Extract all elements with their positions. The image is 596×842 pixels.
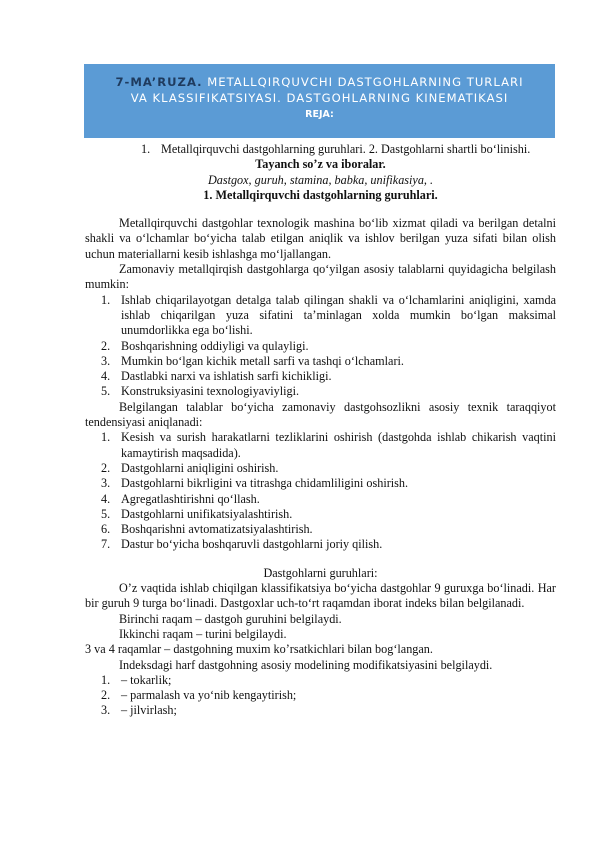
paragraph: Ikkinchi raqam – turini belgilaydi.: [119, 626, 287, 641]
paragraph: 3 va 4 raqamlar – dastgohning muxim ko’rsatkichlari bilan bog‘langan.: [85, 642, 433, 657]
list-text: Mumkin bo‘lgan kichik metall sarfi va tashqi o‘lchamlari.: [121, 353, 404, 368]
requirement-item: [85, 293, 556, 339]
paragraph: Indeksdagi harf dastgohning asosiy modelining modifikatsiyasini belgilaydi.: [119, 657, 493, 672]
list-number: 2.: [101, 338, 111, 353]
list-number: 5.: [101, 384, 111, 399]
list-text: Boshqarishni avtomatizatsiyalashtirish.: [121, 522, 313, 537]
modification-item: [85, 673, 556, 688]
requirement-item: [85, 369, 556, 384]
keywords-heading: Tayanch so’z va iboralar.: [255, 157, 386, 172]
paragraph: O’z vaqtida ishlab chiqilgan klassifikatsiya bo‘yicha dastgohlar 9 guruxga bo‘linadi. Har bir guruh 9 turga bo‘linadi. Dastgoxlar uch-to‘rt raqamdan iborat indeks bilan belgilanadi.: [85, 581, 556, 611]
list-number: 1.: [101, 430, 111, 445]
trend-item: [85, 522, 556, 537]
paragraph: Zamonaviy metallqirqish dastgohlarga qo‘yilgan asosiy talablarni quyidagicha belgilash mumkin:: [85, 262, 556, 292]
trend-item: [85, 476, 556, 491]
list-number: 4.: [101, 369, 111, 384]
keywords-text: Dastgox, guruh, stamina, babka, unifikasiya, .: [207, 172, 434, 187]
list-number: 2.: [101, 460, 111, 475]
plan-item: [85, 142, 556, 157]
list-text: Dastgohlarni unifikatsiyalashtirish.: [121, 506, 293, 521]
paragraph: Metallqirquvchi dastgohlar texnologik mashina bo‘lib xizmat qiladi va berilgan detalni shakli va o‘lchamlar bo‘yicha talab etilgan aniqlik va ishlov berilgan yuza sifati bilan olish uchun materiallarni kesib ishlashga mo‘ljallangan.: [85, 216, 556, 261]
title-line-1: [84, 74, 555, 90]
requirement-item: [85, 354, 556, 369]
list-text: Dastgohlarni bikrligini va titrashga chidamliligini oshirish.: [121, 476, 409, 491]
paragraph: Belgilangan talablar bo‘yicha zamonaviy dastgohsozlikni asosiy texnik taraqqiyot tendensiyasi aniqlanadi:: [85, 399, 556, 430]
list-number: 1.: [101, 292, 111, 307]
title-text-1: METALLQIRQUVCHI DASTGOHLARNING TURLARI: [207, 75, 524, 89]
document-body: [85, 142, 556, 719]
trend-item: [85, 492, 556, 507]
list-text: Dastlabki narxi va ishlatish sarfi kichikligi.: [121, 369, 332, 384]
list-number: 3.: [101, 353, 111, 368]
list-text: Dastgohlarni aniqligini oshirish.: [121, 460, 279, 475]
modification-item: [85, 688, 556, 703]
list-number: 5.: [101, 506, 111, 521]
list-text: Dastur bo‘yicha boshqaruvli dastgohlarni joriy qilish.: [121, 537, 383, 552]
list-text: Agregatlashtirishni qo‘llash.: [121, 491, 260, 506]
requirement-item: [85, 339, 556, 354]
title-banner: [84, 64, 555, 138]
plan-item-text: Metallqirquvchi dastgohlarning guruhlari. 2. Dastgohlarni shartli bo‘linishi.: [161, 142, 531, 156]
list-text: Konstruksiyasini texnologiyaviyligi.: [121, 384, 300, 399]
list-number: 7.: [101, 537, 111, 552]
trend-item: [85, 537, 556, 552]
list-number: 1.: [101, 672, 111, 687]
trend-item: [85, 430, 556, 461]
list-text: Boshqarishning oddiyligi va qulayligi.: [121, 338, 309, 353]
plan-label: REJA:: [305, 109, 334, 120]
list-text: – jilvirlash;: [121, 703, 177, 718]
requirement-item: [85, 384, 556, 399]
trend-item: [85, 461, 556, 476]
list-text: – tokarlik;: [121, 672, 172, 687]
list-text: Ishlab chiqarilayotgan detalga talab qilingan shakli va o‘lchamlarini aniqligini, xamda ishlab chiqarilgan yuza sifatini ta’minlagan xolda mumkin bo‘lgan maksimal unumdorlikka ega bo‘lishi.: [121, 292, 556, 338]
lecture-number: 7-MA’RUZA.: [115, 75, 203, 89]
list-number: 3.: [101, 476, 111, 491]
modification-item: [85, 703, 556, 718]
list-text: – parmalash va yo‘nib kengaytirish;: [121, 688, 297, 703]
list-text: Kesish va surish harakatlarni tezliklarini oshirish (dastgohda ishlab chikarish vaqtini kamaytirish maqsadida).: [121, 430, 556, 460]
list-number: 4.: [101, 491, 111, 506]
section-2-heading: Dastgohlarni guruhlari:: [263, 565, 378, 580]
paragraph: Birinchi raqam – dastgoh guruhini belgilaydi.: [119, 611, 342, 626]
title-line-2: VA KLASSIFIKATSIYASI. DASTGOHLARNING KINEMATIKASI: [130, 91, 509, 105]
section-1-heading: 1. Metallqirquvchi dastgohlarning guruhlari.: [203, 187, 438, 202]
trend-item: [85, 507, 556, 522]
list-number: 6.: [101, 522, 111, 537]
plan-item-number: 1.: [141, 142, 151, 156]
list-number: 2.: [101, 688, 111, 703]
list-number: 3.: [101, 703, 111, 718]
